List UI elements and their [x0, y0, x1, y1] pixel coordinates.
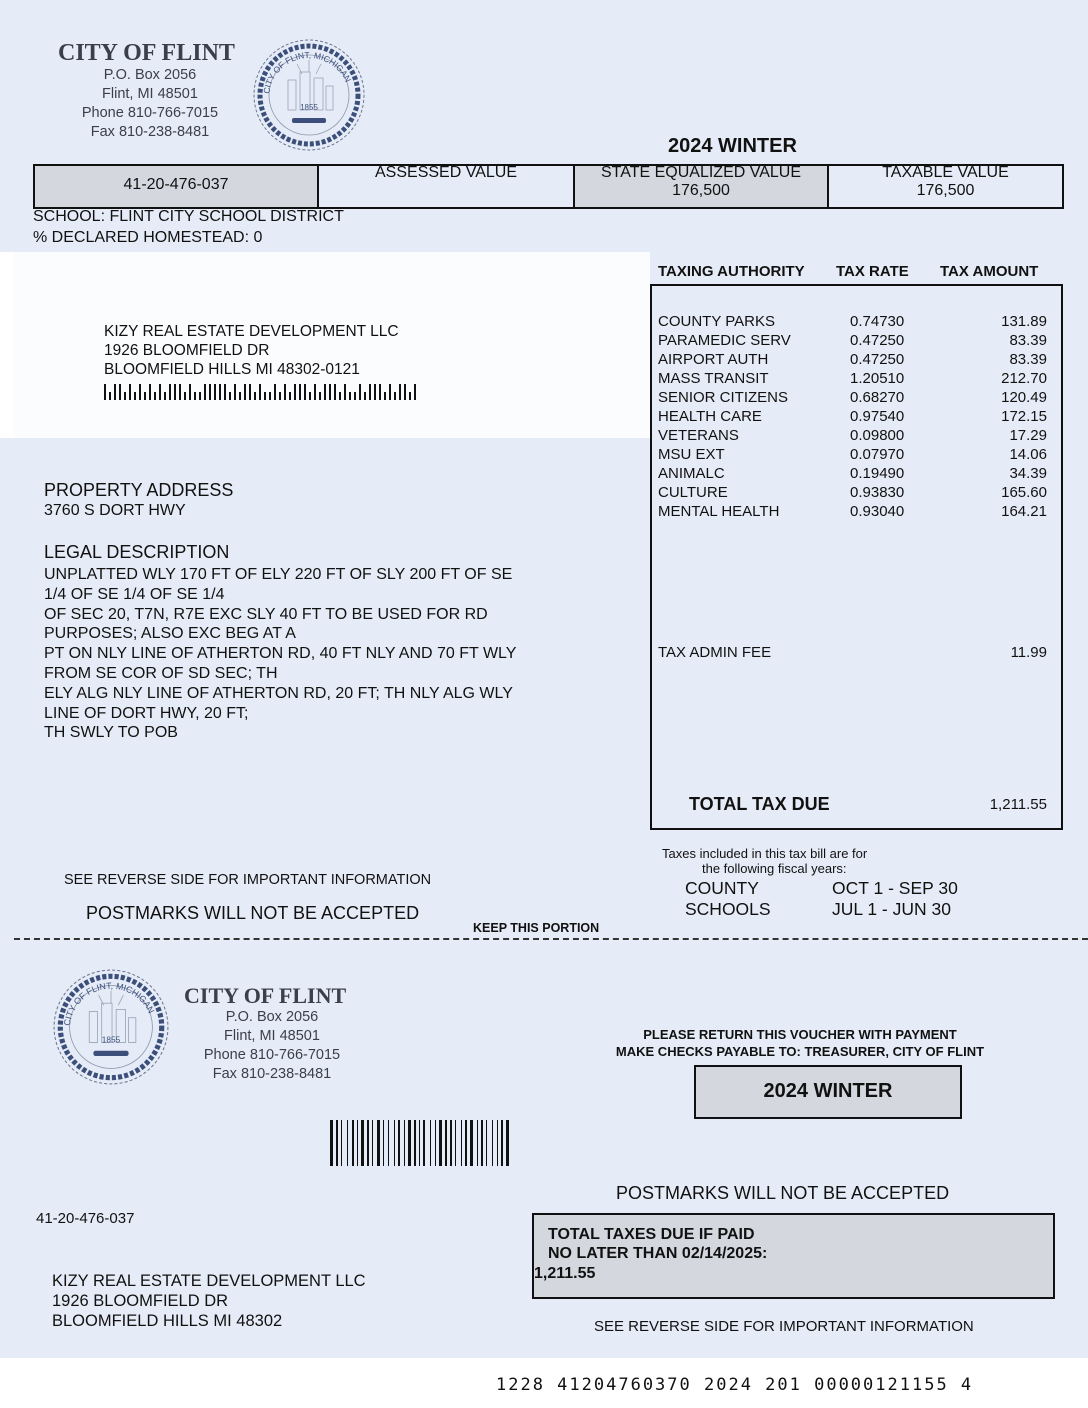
barcode-bar — [339, 392, 341, 400]
keep-this-portion: KEEP THIS PORTION — [473, 921, 600, 935]
tax-row — [652, 389, 1061, 408]
voucher-barcode — [330, 1120, 580, 1166]
barcode-bar — [229, 392, 231, 400]
parcel-id-cell — [35, 166, 319, 207]
barcode-bar — [314, 384, 316, 400]
voucher-owner-street: 1926 BLOOMFIELD DR — [52, 1292, 229, 1310]
barcode-bar — [501, 1120, 503, 1166]
voucher-return-line1: PLEASE RETURN THIS VOUCHER WITH PAYMENT — [643, 1027, 957, 1042]
tax-authority: VETERANS — [658, 427, 739, 444]
barcode-bar — [344, 384, 346, 400]
tax-row — [652, 484, 1061, 503]
tax-row — [652, 370, 1061, 389]
barcode-bar — [408, 1120, 411, 1166]
city-state-zip: Flint, MI 48501 — [102, 86, 198, 102]
declared-homestead: % DECLARED HOMESTEAD: 0 — [33, 229, 263, 246]
mailing-city: BLOOMFIELD HILLS MI 48302-0121 — [104, 361, 360, 378]
barcode-bar — [398, 1120, 400, 1166]
barcode-bar — [284, 384, 286, 400]
legal-line: ELY ALG NLY LINE OF ATHERTON RD, 20 FT; TH NLY ALG WLY — [44, 684, 513, 702]
barcode-bar — [204, 384, 206, 400]
tax-table — [650, 284, 1063, 830]
tax-amount: 131.89 — [1001, 313, 1047, 330]
total-row — [652, 794, 1061, 818]
barcode-bar — [164, 392, 166, 400]
barcode-bar — [254, 392, 256, 400]
barcode-bar — [149, 384, 151, 400]
voucher-city-name: CITY OF FLINT — [184, 983, 347, 1008]
tax-rate: 0.47250 — [850, 332, 905, 349]
parcel-id: 41-20-476-037 — [123, 176, 229, 193]
legal-description-label: LEGAL DESCRIPTION — [44, 542, 230, 562]
tax-rate: 0.07970 — [850, 446, 905, 463]
barcode-bar — [304, 384, 306, 400]
mailing-street: 1926 BLOOMFIELD DR — [104, 342, 270, 359]
voucher-postmarks-notice: POSTMARKS WILL NOT BE ACCEPTED — [616, 1183, 950, 1203]
barcode-bar — [104, 384, 106, 400]
barcode-bar — [357, 1120, 358, 1166]
barcode-bar — [477, 1120, 478, 1166]
barcode-bar — [379, 384, 381, 400]
voucher-owner-name: KIZY REAL ESTATE DEVELOPMENT LLC — [52, 1272, 366, 1290]
sev-value: 176,500 — [672, 182, 730, 199]
assessed-value-label: ASSESSED VALUE — [375, 164, 517, 181]
barcode-bar — [399, 384, 401, 400]
barcode-bar — [264, 392, 266, 400]
barcode-bar — [194, 392, 196, 400]
barcode-bar — [389, 384, 391, 400]
barcode-bar — [294, 384, 296, 400]
tax-header-amount: TAX AMOUNT — [940, 263, 1039, 280]
barcode-bar — [179, 384, 181, 400]
tax-amount: 165.60 — [1001, 484, 1047, 501]
voucher-due-line2: NO LATER THAN 02/14/2025: — [548, 1245, 768, 1262]
barcode-bar — [319, 392, 321, 400]
barcode-bar — [289, 392, 291, 400]
barcode-bar — [404, 384, 406, 400]
voucher-city-fax: Fax 810-238-8481 — [212, 1066, 332, 1082]
admin-fee-row — [652, 644, 1061, 663]
postal-barcode — [104, 384, 418, 400]
tax-authority: PARAMEDIC SERV — [658, 332, 791, 349]
barcode-bar — [336, 1120, 338, 1166]
voucher-parcel-id: 41-20-476-037 — [36, 1210, 135, 1227]
legal-line: 1/4 OF SE 1/4 OF SE 1/4 — [44, 585, 225, 603]
barcode-bar — [334, 384, 336, 400]
tax-authority: MENTAL HEALTH — [658, 503, 780, 520]
barcode-bar — [129, 384, 131, 400]
barcode-bar — [414, 384, 416, 400]
barcode-bar — [367, 1120, 369, 1166]
barcode-bar — [174, 384, 176, 400]
voucher-season: 2024 WINTER — [763, 1080, 893, 1102]
tax-authority: CULTURE — [658, 484, 728, 501]
barcode-bar — [124, 392, 126, 400]
barcode-bar — [114, 384, 116, 400]
tax-amount: 83.39 — [1009, 332, 1047, 349]
voucher-owner-city: BLOOMFIELD HILLS MI 48302 — [52, 1312, 283, 1330]
fiscal-county-period: OCT 1 - SEP 30 — [832, 878, 958, 898]
barcode-bar — [184, 392, 186, 400]
barcode-bar — [377, 1120, 380, 1166]
barcode-bar — [439, 1120, 442, 1166]
mailing-address — [104, 322, 399, 379]
postmarks-notice: POSTMARKS WILL NOT BE ACCEPTED — [86, 903, 420, 923]
tax-header-rate: TAX RATE — [836, 263, 909, 280]
fiscal-note-line1: Taxes included in this tax bill are for — [662, 846, 868, 861]
barcode-bar — [486, 1120, 487, 1166]
barcode-bar — [244, 384, 246, 400]
city-seal-icon — [252, 38, 366, 152]
tax-rate: 0.19490 — [850, 465, 905, 482]
voucher-seal-text: CITY OF FLINT, MICHIGAN — [61, 980, 157, 1027]
barcode-bar — [394, 392, 396, 400]
voucher-city-seal-icon — [52, 968, 170, 1086]
barcode-bar — [139, 384, 141, 400]
voucher-due-box — [532, 1213, 1055, 1299]
barcode-bar — [209, 384, 211, 400]
barcode-bar — [144, 392, 146, 400]
tax-rate: 0.09800 — [850, 427, 905, 444]
fiscal-schools-label: SCHOOLS — [685, 899, 771, 919]
legal-line: PURPOSES; ALSO EXC BEG AT A — [44, 625, 296, 643]
barcode-bar — [374, 384, 376, 400]
admin-fee-amount: 11.99 — [1010, 644, 1047, 661]
barcode-bar — [269, 392, 271, 400]
legal-line: UNPLATTED WLY 170 FT OF ELY 220 FT OF SLY 200 FT OF SE — [44, 566, 513, 583]
barcode-bar — [361, 1120, 364, 1166]
barcode-bar — [364, 392, 366, 400]
barcode-bar — [423, 1120, 425, 1166]
tax-amount: 212.70 — [1001, 370, 1047, 387]
tax-rate: 0.68270 — [850, 389, 905, 406]
barcode-bar — [249, 384, 251, 400]
voucher-see-reverse: SEE REVERSE SIDE FOR IMPORTANT INFORMATION — [594, 1318, 974, 1335]
barcode-bar — [219, 384, 221, 400]
barcode-bar — [119, 384, 121, 400]
fiscal-periods — [832, 878, 958, 920]
city-fax: Fax 810-238-8481 — [90, 124, 210, 140]
tax-authority: COUNTY PARKS — [658, 313, 775, 330]
barcode-bar — [189, 384, 191, 400]
barcode-bar — [354, 392, 356, 400]
voucher-city-po-box: P.O. Box 2056 — [225, 1009, 319, 1025]
legal-line: LINE OF DORT HWY, 20 FT; — [44, 704, 249, 722]
barcode-bar — [330, 1120, 333, 1166]
tax-authority: MASS TRANSIT — [658, 370, 769, 387]
barcode-bar — [430, 1120, 431, 1166]
barcode-bar — [352, 1120, 354, 1166]
legal-line: FROM SE COR OF SD SEC; TH — [44, 664, 278, 682]
barcode-bar — [409, 392, 411, 400]
barcode-bar — [341, 1120, 342, 1166]
values-table — [33, 164, 1064, 209]
barcode-bar — [465, 1120, 467, 1166]
barcode-bar — [329, 384, 331, 400]
tax-amount: 17.29 — [1009, 427, 1047, 444]
taxable-value-cell — [829, 166, 1062, 207]
taxable-value: 176,500 — [916, 182, 975, 199]
city-phone: Phone 810-766-7015 — [81, 105, 219, 121]
barcode-bar — [414, 1120, 416, 1166]
fiscal-note-line2: the following fiscal years: — [702, 861, 847, 876]
barcode-bar — [309, 392, 311, 400]
seal-text: CITY OF FLINT, MICHIGAN — [261, 49, 354, 95]
barcode-bar — [214, 384, 216, 400]
admin-fee-label: TAX ADMIN FEE — [658, 644, 772, 661]
tax-amount: 34.39 — [1009, 465, 1047, 482]
tax-row — [652, 332, 1061, 351]
barcode-bar — [455, 1120, 456, 1166]
tax-amount: 172.15 — [1001, 408, 1047, 425]
voucher-city-contact — [184, 1008, 360, 1084]
tax-authority: MSU EXT — [658, 446, 725, 463]
sev-cell — [575, 166, 829, 207]
fiscal-county-label: COUNTY — [685, 878, 759, 898]
barcode-bar — [445, 1120, 447, 1166]
tax-row — [652, 351, 1061, 370]
tax-rate: 0.93830 — [850, 484, 905, 501]
voucher-seal-year: 1855 — [101, 1035, 121, 1045]
barcode-bar — [497, 1120, 498, 1166]
barcode-bar — [450, 1120, 452, 1166]
barcode-bar — [383, 1120, 384, 1166]
barcode-bar — [324, 384, 326, 400]
ocr-scan-line: 1228 41204760370 2024 201 00000121155 4 — [496, 1375, 974, 1395]
barcode-bar — [234, 384, 236, 400]
barcode-bar — [372, 1120, 373, 1166]
barcode-bar — [224, 384, 226, 400]
tax-rate: 0.97540 — [850, 408, 905, 425]
property-address-label: PROPERTY ADDRESS — [44, 480, 234, 500]
barcode-bar — [154, 392, 156, 400]
seal-year: 1855 — [300, 103, 318, 112]
barcode-bar — [169, 384, 171, 400]
tax-rate: 0.93040 — [850, 503, 905, 520]
tax-amount: 164.21 — [1001, 503, 1047, 520]
barcode-bar — [347, 1120, 348, 1166]
legal-line: PT ON NLY LINE OF ATHERTON RD, 40 FT NLY AND 70 FT WLY — [44, 645, 517, 663]
barcode-bar — [349, 392, 351, 400]
barcode-bar — [394, 1120, 395, 1166]
barcode-bar — [299, 384, 301, 400]
voucher-due-text — [548, 1225, 767, 1263]
barcode-bar — [481, 1120, 483, 1166]
tax-row — [652, 503, 1061, 522]
season-title: 2024 WINTER — [668, 135, 797, 157]
legal-description — [44, 565, 516, 743]
barcode-bar — [404, 1120, 405, 1166]
barcode-bar — [419, 1120, 420, 1166]
voucher-return-instructions — [580, 1026, 1020, 1060]
barcode-bar — [259, 384, 261, 400]
city-po-box: P.O. Box 2056 — [103, 67, 197, 83]
barcode-bar — [369, 384, 371, 400]
fiscal-labels — [685, 878, 771, 920]
tear-line — [14, 938, 1088, 940]
voucher-city-state-zip: Flint, MI 48501 — [224, 1028, 320, 1044]
tax-header-authority: TAXING AUTHORITY — [658, 263, 805, 280]
total-amount: 1,211.55 — [989, 796, 1047, 813]
total-label: TOTAL TAX DUE — [689, 794, 830, 814]
tax-authority: HEALTH CARE — [658, 408, 762, 425]
tax-authority: ANIMALC — [658, 465, 725, 482]
legal-line: TH SWLY TO POB — [44, 724, 178, 742]
barcode-bar — [134, 392, 136, 400]
mailing-name: KIZY REAL ESTATE DEVELOPMENT LLC — [104, 323, 399, 340]
barcode-bar — [384, 392, 386, 400]
tax-authority: SENIOR CITIZENS — [658, 389, 789, 406]
tax-row — [652, 313, 1061, 332]
barcode-bar — [461, 1120, 462, 1166]
voucher-due-amount: 1,211.55 — [534, 1265, 596, 1282]
barcode-bar — [492, 1120, 493, 1166]
see-reverse-notice: SEE REVERSE SIDE FOR IMPORTANT INFORMATION — [64, 872, 432, 888]
tax-row — [652, 465, 1061, 484]
tax-rate: 0.47250 — [850, 351, 905, 368]
barcode-bar — [279, 392, 281, 400]
taxable-value-label: TAXABLE VALUE — [882, 164, 1009, 181]
tax-row — [652, 408, 1061, 427]
barcode-bar — [359, 384, 361, 400]
tax-rate: 1.20510 — [850, 370, 905, 387]
tax-row — [652, 427, 1061, 446]
barcode-bar — [159, 384, 161, 400]
voucher-season-box — [694, 1065, 962, 1119]
voucher-owner-address — [52, 1271, 366, 1331]
tax-amount: 120.49 — [1001, 389, 1047, 406]
school-district: SCHOOL: FLINT CITY SCHOOL DISTRICT — [33, 208, 344, 225]
barcode-bar — [388, 1120, 389, 1166]
barcode-bar — [274, 384, 276, 400]
tax-row — [652, 446, 1061, 465]
city-contact — [58, 66, 242, 142]
legal-line: OF SEC 20, T7N, R7E EXC SLY 40 FT TO BE USED FOR RD — [44, 605, 488, 623]
tax-authority: AIRPORT AUTH — [658, 351, 769, 368]
tax-amount: 14.06 — [1009, 446, 1047, 463]
barcode-bar — [470, 1120, 473, 1166]
voucher-city-phone: Phone 810-766-7015 — [203, 1047, 341, 1063]
fiscal-schools-period: JUL 1 - JUN 30 — [832, 899, 951, 919]
barcode-bar — [239, 392, 241, 400]
tax-rate: 0.74730 — [850, 313, 905, 330]
assessed-value-cell — [319, 166, 575, 207]
barcode-bar — [435, 1120, 436, 1166]
barcode-bar — [199, 392, 201, 400]
property-address: 3760 S DORT HWY — [44, 502, 186, 519]
barcode-bar — [506, 1120, 509, 1166]
city-name: CITY OF FLINT — [58, 40, 235, 66]
tax-amount: 83.39 — [1009, 351, 1047, 368]
voucher-return-line2: MAKE CHECKS PAYABLE TO: TREASURER, CITY OF FLINT — [615, 1044, 985, 1059]
sev-label: STATE EQUALIZED VALUE — [600, 164, 802, 181]
voucher-due-line1: TOTAL TAXES DUE IF PAID — [548, 1226, 755, 1243]
barcode-bar — [109, 392, 111, 400]
